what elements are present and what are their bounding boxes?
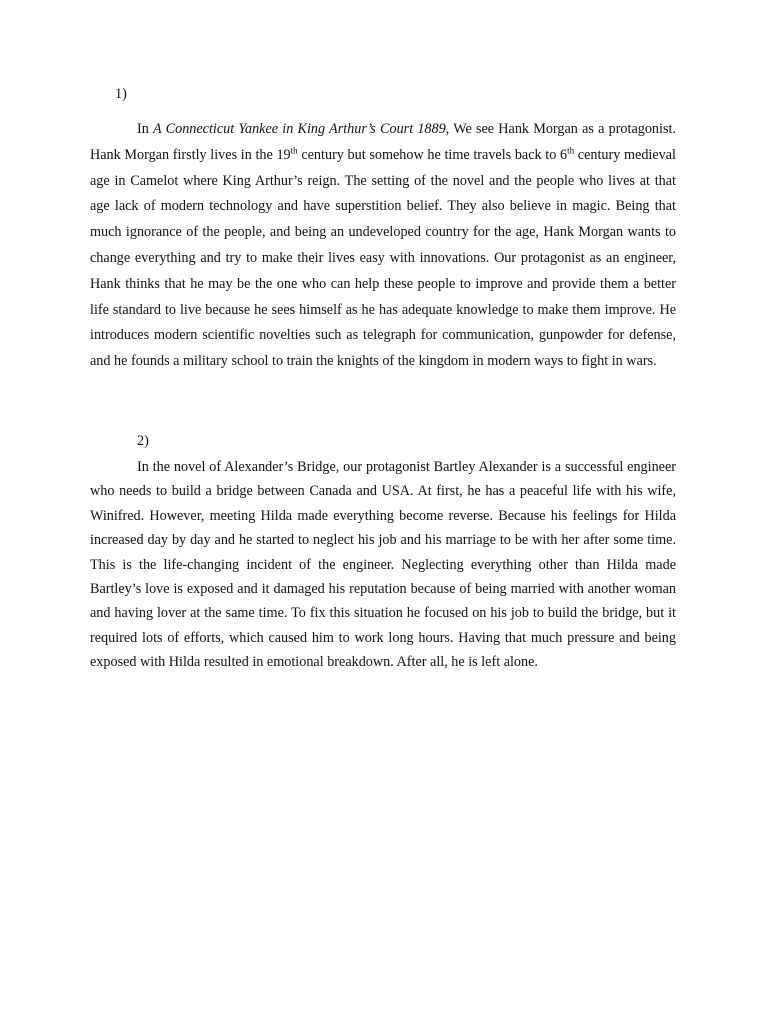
section-1-text-c: century medieval age in Camelot where King Arthur’s reign. The setting of the novel and the people who lives at that age lack of modern technology and have superstition belief. They also believe in magic. Being that much ignorance of the people, and being an undeveloped country for the age, Hank Morgan wants to change everything and try to make their lives easy with innovations. Our protagonist as an engineer, Hank thinks that he may be the one who can help these people to improve and provide them a better life standard to live because he sees himself as he has adequate knowledge to make them improve. He introduces modern scientific novelties such as telegraph for communication, gunpowder for defense, and he founds a military school to train the knights of the kingdom in modern ways to fight in wars. xyxy=(90,146,676,370)
section-1-lead: In xyxy=(137,121,154,137)
ordinal-suffix-19th: th xyxy=(290,145,298,156)
section-1-paragraph xyxy=(90,117,676,375)
section-1-text-b: century but somehow he time travels back to 6 xyxy=(297,146,568,163)
section-1-number: 1) xyxy=(115,86,127,102)
ordinal-suffix-6th: th xyxy=(567,145,575,156)
section-2-paragraph: In the novel of Alexander’s Bridge, our protagonist Bartley Alexander is a successful engineer who needs to build a bridge between Canada and USA. At first, he has a peaceful life with his wife, Winifred. However, meeting Hilda made everything become reverse. Because his feelings for Hilda increased day by day and he started to neglect his job and his marriage to be with her after some time. This is the life-changing incident of the engineer. Neglecting everything other than Hilda made Bartley’s love is exposed and it damaged his reputation because of being married with another woman and having lover at the same time. To fix this situation he focused on his job to build the bridge, but it required lots of efforts, which caused him to work long hours. Having that much pressure and being exposed with Hilda resulted in emotional breakdown. After all, he is left alone. xyxy=(90,459,676,671)
section-1-text-a: , We see Hank Morgan as a protagonist. Hank Morgan firstly lives in the 19 xyxy=(90,121,676,163)
section-2-number: 2) xyxy=(137,433,149,449)
book-title: A Connecticut Yankee in King Arthur’s Court 1889 xyxy=(153,121,446,137)
